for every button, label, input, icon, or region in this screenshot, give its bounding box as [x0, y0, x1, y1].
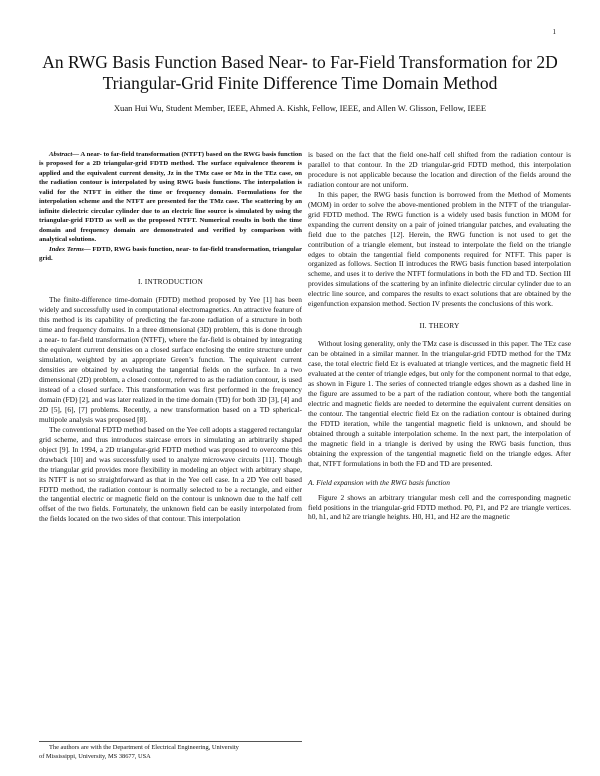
intro-paragraph-1: The finite-difference time-domain (FDTD) method proposed by Yee [1] has been widely and successfully used in computational electromagnetics. An attractive feature of this method is its capability of predicting the far-zone radiation of a structure in both time and frequency domains. In a three dimensional (3D) problem, this is done through a near- to far-field transformation (NTFT), where the far-field is obtained by integrating the equivalent current densities on a closed surface enclosing the entire structure under simulation, weighted by an appropriate Green’s function. The equivalent current densities are obtained by evaluating the tangential fields on the surface. In a two dimensional (2D) problem, a closed contour, referred to as the radiation contour, is used instead of a closed surface. This transformation was first performed in the frequency domain (FD) [2], and was later realized in the time domain (TD) for both 3D [3], [4] and 2D [5], [6], [7] problems. Recently, a new transformation based on a TD spherical-multipole analysis was proposed [8].	[39, 295, 302, 424]
theory-paragraph-1: Without losing generality, only the TMz case is discussed in this paper. The TEz case can be obtained in a similar manner. In the triangular-grid FDTD method for the TMz case, the total electric field Ez is evaluated at triangle vertices, and the magnetic field H evaluated at the center of triangle edges, but only for the component normal to that edge, as shown in Figure 1. The series of connected triangle edges shown as a dashed line in the figure are assumed to be a part of the radiation contour, where both the tangential electric and magnetic fields are needed to determine the equivalent current densities on the contour. The tangential electric field Ez on the radiation contour is obtained during the FDTD iteration, while the tangential magnetic field is unknown, and should be obtained through a suitable interpolation scheme. In the next part, the interpolation of the magnetic field in a triangle is derived by using the RWG basis function, thus obtaining the expression of the tangential magnetic field on the triangle edges. After that, NTFT formulations in both the FD and TD are presented.	[308, 339, 571, 468]
abstract	[39, 150, 302, 245]
index-terms	[39, 245, 302, 264]
subsection-heading-a: A. Field expansion with the RWG basis function	[308, 477, 450, 487]
abstract-lead: Abstract	[49, 151, 73, 158]
title-line-2: Triangular-Grid Finite Difference Time Domain Method	[102, 73, 498, 93]
subsection-a-paragraph-1: Figure 2 shows an arbitrary triangular mesh cell and the corresponding magnetic field positions in the triangular-grid FDTD method. P0, P1, and P2 are triangle vertices. h0, h1, and h2 are triangle heights. H0, H1, and H2 are the magnetic	[308, 492, 571, 522]
intro-paragraph-3: In this paper, the RWG basis function is borrowed from the Method of Moments (MOM) in order to solve the above-mentioned problem in the NTFT of the triangular-grid FDTD method. The RWG function is a widely used basis function in MOM for expanding the current density on a pair of joined triangular patches, and evaluating the field due to the patches [12]. Herein, the RWG function is not used to get the contribution of a triangle element, but instead to interpolate the field on the triangle edges to obtain the tangential field components required for NTFT. This paper is organized as follows. Section II introduces the RWG basis function based interpolation scheme, and uses it to derive the NTFT formulations in both the FD and TD. Section III provides simulations of the scattering by an infinite dielectric circular cylinder due to an electric line source, and compares the results to exact solutions that are obtained by the eigenfunction expansion method. Section IV presents the conclusions of this work.	[308, 189, 571, 309]
intro-paragraph-2: The conventional FDTD method based on the Yee cell adopts a staggered rectangular grid scheme, and thus introduces staircase errors in simulating an arbitrarily shaped object [9]. In 1994, a 2D triangular-grid FDTD method was proposed to overcome this drawback [10] and was successfully used to analyze microwave circuits [11]. Though the triangular grid provides more flexibility in modeling an object with arbitrary shape, its NTFT is not so straightforward as that in the Yee cell case. In a 2D Yee cell based FDTD method, the radiation contour is normally selected to be a rectangle, and either the tangential electric or magnetic field on the contour is unknown due to the half cell offset of the two fields. Fortunately, the unknown field can be easily interpolated from the fields located on the two sides of that contour. This interpolation	[39, 424, 302, 524]
author-list: Xuan Hui Wu, Student Member, IEEE, Ahmed A. Kishk, Fellow, IEEE, and Allen W. Glisson, Fellow, IEEE	[113, 103, 487, 113]
footnote-line-1: The authors are with the Department of Electrical Engineering, University	[49, 744, 239, 751]
footnote-line-2: of Mississippi, University, MS 38677, USA	[39, 752, 151, 760]
abstract-text: — A near- to far-field transformation (NTFT) based on the RWG basis function is proposed for a 2D triangular-grid FDTD method. The surface equivalence theorem is applied and the equivalent current density, Jz in the TMz case or Mz in the TEz case, on the radiation contour is interpolated by using RWG basis functions. The interpolation is valid for the NTFT in either the time or frequency domain. Formulations for the interpolation scheme and the NTFT are presented for the TMz case. The scattering by an infinite dielectric circular cylinder due to an electric line source is simulated by using the triangular-grid FDTD as well as the proposed NTFT. Numerical results in both the time domain and frequency domain are demonstrated and verified by comparison with analytical solutions.	[39, 151, 302, 244]
right-column	[308, 150, 571, 522]
title-line-1: An RWG Basis Function Based Near- to Far-Field Transformation for 2D	[42, 52, 558, 72]
intro-paragraph-2-continued: is based on the fact that the field one-half cell shifted from the radiation contour is parallel to that contour. In the 2D triangular-grid FDTD method, this interpolation procedure is not applicable because the location and direction of the fields around the radiation contour are not uniform.	[308, 150, 571, 189]
section-heading-theory: II. THEORY	[419, 321, 460, 331]
page-number: 1	[552, 28, 556, 36]
section-heading-introduction: I. INTRODUCTION	[138, 277, 203, 287]
index-terms-text: — FDTD, RWG basis function, near- to far-field transformation, triangular grid.	[39, 245, 302, 262]
index-terms-lead: Index Terms	[49, 245, 84, 253]
paper-title	[28, 52, 572, 94]
left-column	[39, 150, 302, 524]
author-affiliation-footnote	[39, 741, 302, 761]
